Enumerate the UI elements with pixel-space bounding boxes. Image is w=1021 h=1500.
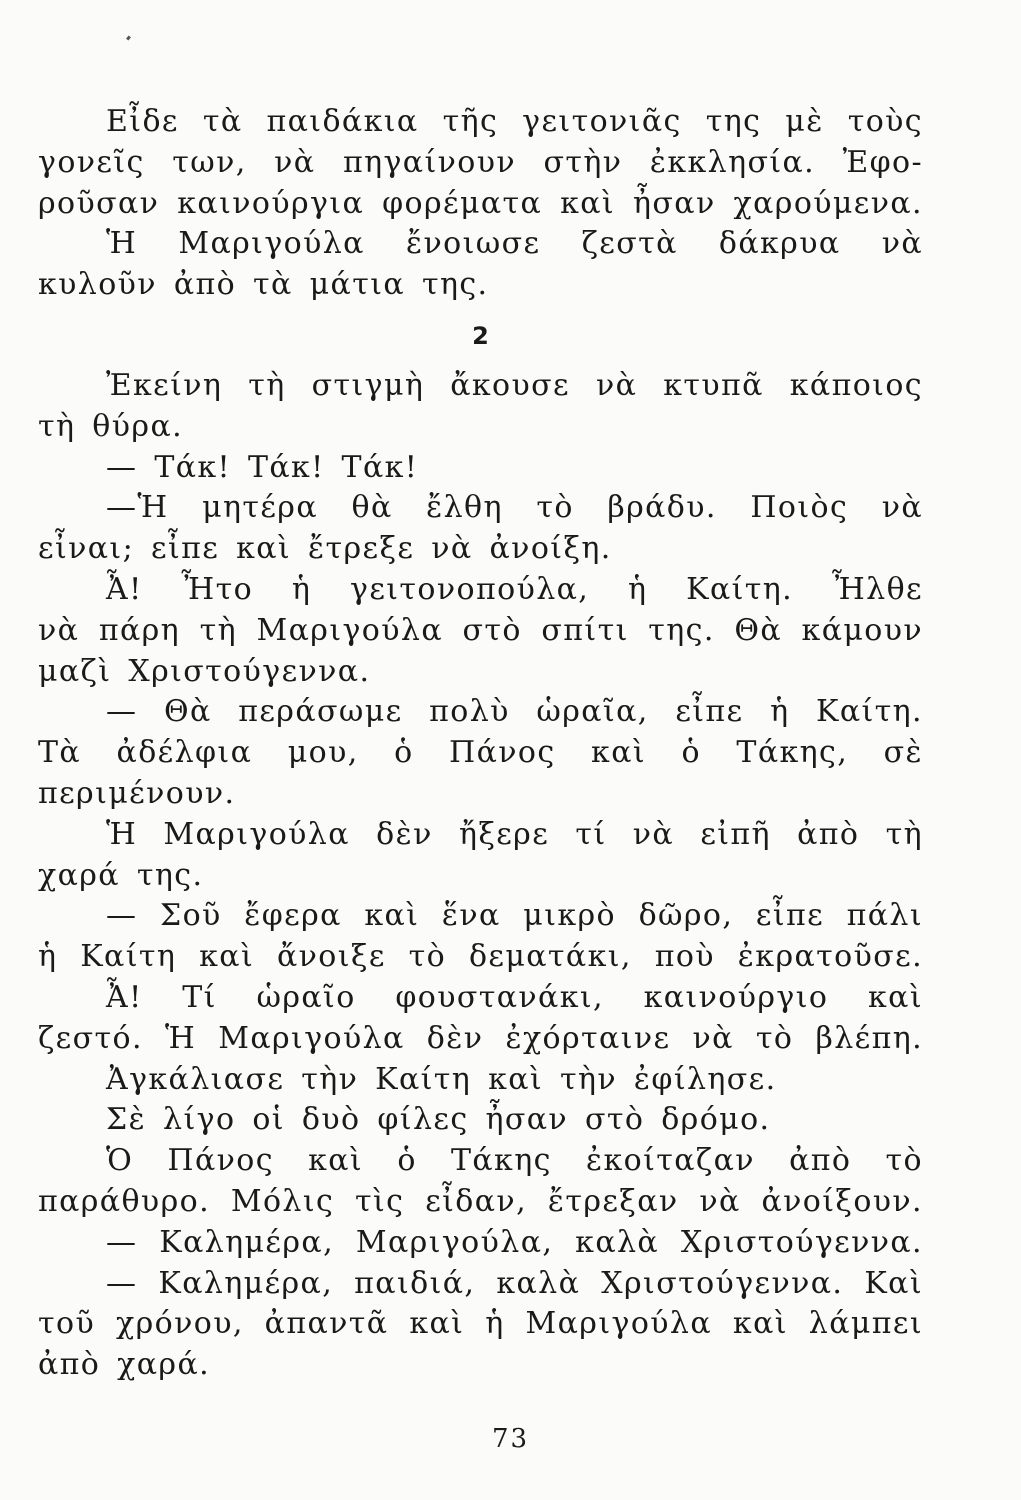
print-speck <box>126 36 131 41</box>
text-line: κυλοῦν ἀπὸ τὰ μάτια της. <box>38 267 489 303</box>
text-line: — Σοῦ ἔφερα καὶ ἕνα μικρὸ δῶρο, εἶπε πάλι <box>106 898 923 934</box>
text-line: ἡ Καίτη καὶ ἄνοιξε τὸ δεματάκι, ποὺ ἐκρατοῦσε. <box>38 939 923 975</box>
text-line: — Καλημέρα, παιδιά, καλὰ Χριστούγεννα. Καὶ <box>106 1265 923 1301</box>
section-number: 2 <box>472 321 489 350</box>
text-line: Ἐκείνη τὴ στιγμὴ ἄκουσε νὰ κτυπᾶ κάποιος <box>106 367 923 403</box>
page-number: 73 <box>491 1424 530 1454</box>
text-line: ζεστό. Ἡ Μαριγούλα δὲν ἐχόρταινε νὰ τὸ βλέπη. <box>38 1020 923 1056</box>
text-line: — Θὰ περάσωμε πολὺ ὡραῖα, εἶπε ἡ Καίτη. <box>106 694 923 730</box>
text-line: εἶναι; εἶπε καὶ ἔτρεξε νὰ ἀνοίξη. <box>38 531 612 567</box>
text-line: Ἡ Μαριγούλα δὲν ἤξερε τί νὰ εἰπῆ ἀπὸ τὴ <box>106 816 923 852</box>
text-line: Εἶδε τὰ παιδάκια τῆς γειτονιᾶς της μὲ τοὺς <box>106 104 923 139</box>
text-line: τοῦ χρόνου, ἀπαντᾶ καὶ ἡ Μαριγούλα καὶ λάμπει <box>38 1306 923 1342</box>
text-line: — Τάκ! Τάκ! Τάκ! <box>106 449 419 485</box>
text-line: μαζὶ Χριστούγεννα. <box>38 653 371 689</box>
text-line: ροῦσαν καινούργια φορέματα καὶ ἦσαν χαρούμενα. <box>38 185 923 221</box>
text-line: Ἡ Μαριγούλα ἔνοιωσε ζεστὰ δάκρυα νὰ <box>106 226 923 262</box>
text-line: Ἆ! Τί ὡραῖο φουστανάκι, καινούργιο καὶ <box>106 979 923 1015</box>
text-line: Ὁ Πάνος καὶ ὁ Τάκης ἐκοίταζαν ἀπὸ τὸ <box>106 1143 923 1179</box>
text-line: ἀπὸ χαρά. <box>38 1347 211 1383</box>
text-line: νὰ πάρη τὴ Μαριγούλα στὸ σπίτι της. Θὰ κάμουν <box>38 612 923 648</box>
text-line: γονεῖς των, νὰ πηγαίνουν στὴν ἐκκλησία. Ἐφο- <box>38 144 923 180</box>
text-line: Τὰ ἀδέλφια μου, ὁ Πάνος καὶ ὁ Τάκης, σὲ <box>38 735 923 771</box>
text-line: χαρά της. <box>38 857 204 893</box>
text-line: Σὲ λίγο οἱ δυὸ φίλες ἦσαν στὸ δρόμο. <box>106 1102 771 1138</box>
text-line: παράθυρο. Μόλις τὶς εἶδαν, ἔτρεξαν νὰ ἀνοίξουν. <box>38 1183 923 1219</box>
text-line: — Καλημέρα, Μαριγούλα, καλὰ Χριστούγεννα. <box>106 1224 923 1260</box>
text-line: περιμένουν. <box>38 775 236 811</box>
text-line: τὴ θύρα. <box>38 408 184 444</box>
page-text <box>38 102 923 1386</box>
text-line: —Ἡ μητέρα θὰ ἔλθη τὸ βράδυ. Ποιὸς νὰ <box>106 490 923 526</box>
text-line: Ἀγκάλιασε τὴν Καίτη καὶ τὴν ἐφίλησε. <box>106 1061 777 1097</box>
text-line: Ἆ! Ἦτο ἡ γειτονοπούλα, ἡ Καίτη. Ἦλθε <box>106 571 923 607</box>
